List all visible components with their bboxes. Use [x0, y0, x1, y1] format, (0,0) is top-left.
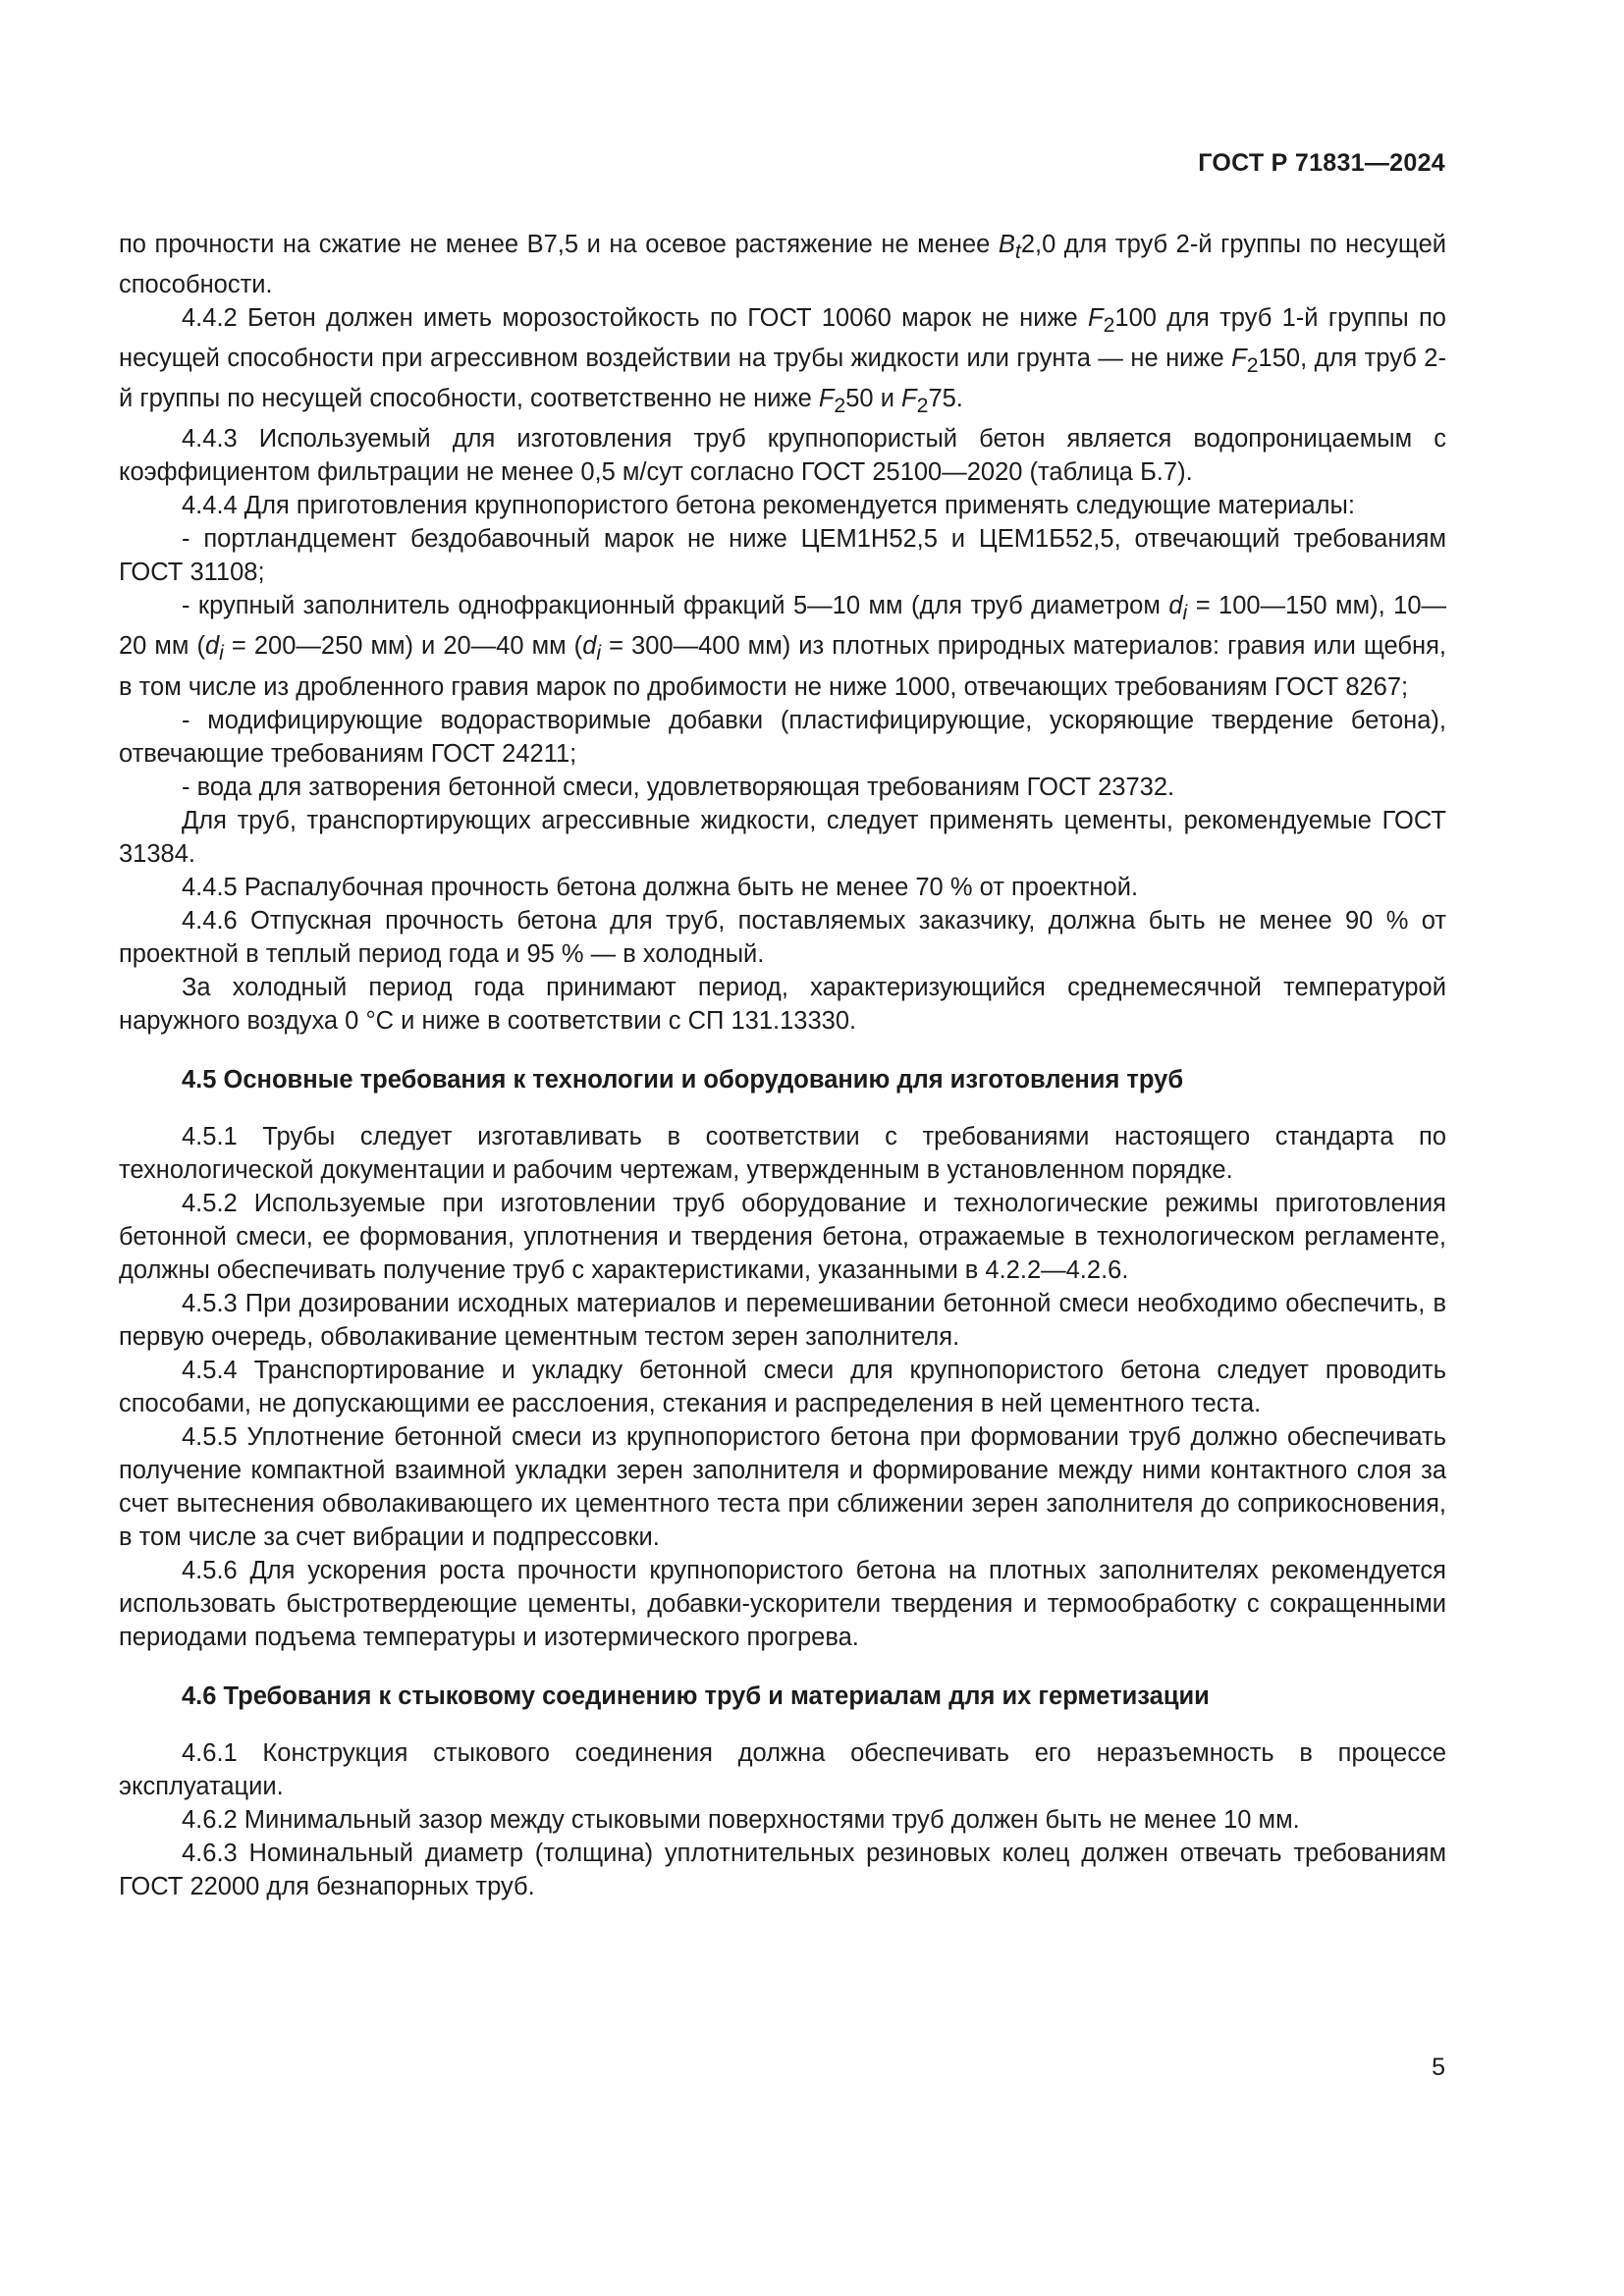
paragraph-4-5-3: 4.5.3 При дозировании исходных материалов и перемешивании бетонной смеси необходимо обеспечить, в первую очередь, обволакивание цементным тестом зерен заполнителя. — [119, 1289, 1446, 1351]
subscript: 2 — [1246, 353, 1259, 378]
subscript-i: i — [219, 641, 224, 666]
paragraph-4-5-1: 4.5.1 Трубы следует изготавливать в соответствии с требованиями настоящего стандарта по технологической документации и рабочим чертежам, утвержденным в установленном порядке. — [119, 1122, 1446, 1184]
list-item: - вода для затворения бетонной смеси, удовлетворяющая требованиям ГОСТ 23732. — [182, 773, 1175, 801]
section-heading-4-5: 4.5 Основные требования к технологии и оборудованию для изготовления труб — [182, 1065, 1184, 1094]
symbol-F: F — [1231, 345, 1247, 373]
symbol-d: d — [1168, 592, 1183, 620]
symbol-d: d — [582, 632, 597, 661]
subscript: 2 — [1103, 313, 1115, 338]
symbol-B: B — [998, 231, 1015, 258]
paragraph-4-6-2: 4.6.2 Минимальный зазор между стыковыми поверхностями труб должен быть не менее 10 мм. — [182, 1805, 1300, 1834]
paragraph-4-6-3: 4.6.3 Номинальный диаметр (толщина) уплотнительных резиновых колец должен отвечать требованиям ГОСТ 22000 для безнапорных труб. — [119, 1839, 1446, 1900]
section-heading-4-6: 4.6 Требования к стыковому соединению труб и материалам для их герметизации — [182, 1682, 1210, 1710]
list-item: - модифицирующие водорастворимые добавки (пластифицирующие, ускоряющие твердение бетона), отвечающие требованиям ГОСТ 24211; — [119, 706, 1446, 768]
document-body — [119, 228, 1446, 1903]
paragraph: Для труб, транспортирующих агрессивные жидкости, следует применять цементы, рекомендуемые ГОСТ 31384. — [119, 806, 1446, 868]
page-number: 5 — [1432, 2054, 1445, 2081]
list-item: - портландцемент бездобавочный марок не ниже ЦЕМ1Н52,5 и ЦЕМ1Б52,5, отвечающий требованиям ГОСТ 31108; — [119, 525, 1446, 587]
subscript-t: t — [1014, 240, 1021, 264]
paragraph: За холодный период года принимают период, характеризующийся среднемесячной температурой наружного воздуха 0 °С и ниже в соответствии с СП 131.13330. — [119, 973, 1446, 1035]
symbol-F: F — [1088, 304, 1104, 333]
subscript-i: i — [1182, 601, 1188, 625]
paragraph-4-5-4: 4.5.4 Транспортирование и укладку бетонной смеси для крупнопористого бетона следует проводить способами, не допускающими ее расслоения, стекания и распределения в ней цементного теста. — [119, 1356, 1446, 1417]
subscript: 2 — [834, 394, 846, 418]
symbol-d: d — [204, 632, 220, 661]
document-code: ГОСТ Р 71831—2024 — [1198, 149, 1445, 177]
paragraph-4-4-3: 4.4.3 Используемый для изготовления труб крупнопористый бетон является водопроницаемым с коэффициентом фильтрации не менее 0,5 м/сут согласно ГОСТ 25100—2020 (таблица Б.7). — [119, 425, 1446, 487]
paragraph-4-5-6: 4.5.6 Для ускорения роста прочности крупнопористого бетона на плотных заполнителях рекомендуется использовать быстротвердеющие цементы, добавки-ускорители твердения и термообработку с сокращенными периодами подъема температуры и изотермического прогрева. — [119, 1556, 1446, 1651]
subscript-i: i — [596, 641, 602, 666]
paragraph-4-5-5: 4.5.5 Уплотнение бетонной смеси из крупнопористого бетона при формовании труб должно обеспечивать получение компактной взаимной укладки зерен заполнителя и формирование между ними контактного слоя за счет вытеснения обволакивающего их цементного теста при сближении зерен заполнителя до соприкосновения, в том числе за счет вибрации и подпрессовки. — [119, 1422, 1446, 1551]
paragraph: по прочности на сжатие не менее В7,5 и на осевое растяжение не менее $B_t2,0$ для труб 2-й группы по несущей способности. — [119, 231, 1446, 299]
subscript: 2 — [916, 394, 929, 418]
symbol-F: F — [818, 385, 835, 413]
paragraph-4-4-4: 4.4.4 Для приготовления крупнопористого бетона рекомендуется применять следующие материалы: — [182, 492, 1355, 520]
paragraph-4-4-5: 4.4.5 Распалубочная прочность бетона должна быть не менее 70 % от проектной. — [182, 873, 1139, 901]
paragraph-4-5-2: 4.5.2 Используемые при изготовлении труб оборудование и технологические режимы приготовления бетонной смеси, ее формования, уплотнения и твердения бетона, отражаемые в технологическом регламенте, должны обеспечивать получение труб с характеристиками, указанными в 4.2.2—4.2.6. — [119, 1189, 1446, 1284]
paragraph-4-4-6: 4.4.6 Отпускная прочность бетона для труб, поставляемых заказчику, должна быть не менее 90 % от проектной в теплый период года и 95 % — в холодный. — [119, 906, 1446, 968]
symbol-F: F — [901, 385, 917, 413]
paragraph-4-6-1: 4.6.1 Конструкция стыкового соединения должна обеспечивать его неразъемность в процессе эксплуатации. — [119, 1738, 1446, 1800]
list-item: - крупный заполнитель однофракционный фракций 5—10 мм (для труб диаметром $d_i$ = 100—150 мм), 10—20 мм ($d_i$ = 200—250 мм) и 20—40 мм ($d_i$ = 300—400 мм) из плотных природных материалов: гравия или щебня, в том числе из дробленного гравия марок по дробимости не ниже 1000, отвечающих требованиям ГОСТ 8267; — [119, 592, 1447, 701]
paragraph-4-4-2: 4.4.2 Бетон должен иметь морозостойкость по ГОСТ 10060 марок не ниже $F_2100$ для труб 1-й группы по несущей способности при агрессивном воздействии на трубы жидкости или грунта — не ниже $F_2150$, для труб 2-й группы по несущей способности, соответственно не ниже $F_250$ и $F_275$. — [119, 304, 1446, 418]
